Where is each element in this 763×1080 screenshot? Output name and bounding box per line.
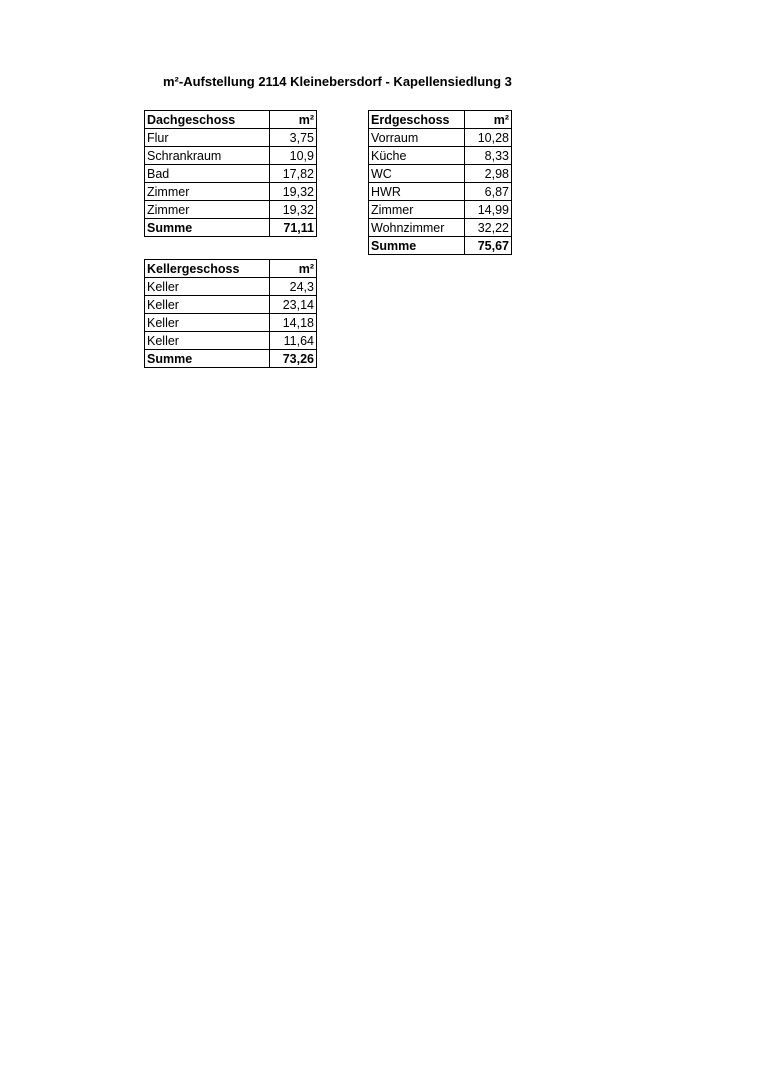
sum-value: 71,11 xyxy=(270,219,317,237)
sum-label: Summe xyxy=(145,219,270,237)
room-name: Keller xyxy=(145,278,270,296)
table-header-row xyxy=(369,111,512,129)
sum-value: 73,26 xyxy=(270,350,317,368)
room-area: 14,18 xyxy=(270,314,317,332)
header-floor-name: Erdgeschoss xyxy=(369,111,465,129)
header-unit: m² xyxy=(465,111,512,129)
room-name: Küche xyxy=(369,147,465,165)
room-name: Wohnzimmer xyxy=(369,219,465,237)
room-area: 10,28 xyxy=(465,129,512,147)
sum-row xyxy=(145,219,317,237)
room-area: 3,75 xyxy=(270,129,317,147)
table-row xyxy=(145,314,317,332)
table-header-row xyxy=(145,111,317,129)
dachgeschoss-table xyxy=(144,110,317,237)
room-name: Schrankraum xyxy=(145,147,270,165)
room-area: 11,64 xyxy=(270,332,317,350)
header-unit: m² xyxy=(270,111,317,129)
table-row xyxy=(145,332,317,350)
sum-row xyxy=(145,350,317,368)
table-row xyxy=(369,165,512,183)
room-name: Vorraum xyxy=(369,129,465,147)
room-name: Keller xyxy=(145,314,270,332)
room-name: Keller xyxy=(145,296,270,314)
header-floor-name: Kellergeschoss xyxy=(145,260,270,278)
sum-row xyxy=(369,237,512,255)
room-name: HWR xyxy=(369,183,465,201)
room-area: 23,14 xyxy=(270,296,317,314)
room-area: 8,33 xyxy=(465,147,512,165)
table-row xyxy=(145,147,317,165)
room-area: 14,99 xyxy=(465,201,512,219)
table-row xyxy=(369,147,512,165)
room-area: 32,22 xyxy=(465,219,512,237)
table-row xyxy=(145,183,317,201)
room-name: WC xyxy=(369,165,465,183)
sum-label: Summe xyxy=(145,350,270,368)
room-area: 6,87 xyxy=(465,183,512,201)
room-name: Keller xyxy=(145,332,270,350)
header-unit: m² xyxy=(270,260,317,278)
table-row xyxy=(145,201,317,219)
page-title: m²-Aufstellung 2114 Kleinebersdorf - Kapellensiedlung 3 xyxy=(163,74,512,89)
table-row xyxy=(145,165,317,183)
table-row xyxy=(369,219,512,237)
sum-label: Summe xyxy=(369,237,465,255)
table-row xyxy=(369,183,512,201)
room-name: Zimmer xyxy=(145,183,270,201)
room-name: Flur xyxy=(145,129,270,147)
room-name: Zimmer xyxy=(145,201,270,219)
kellergeschoss-table xyxy=(144,259,317,368)
sum-value: 75,67 xyxy=(465,237,512,255)
table-header-row xyxy=(145,260,317,278)
table-row xyxy=(145,278,317,296)
room-area: 19,32 xyxy=(270,183,317,201)
room-area: 10,9 xyxy=(270,147,317,165)
room-area: 19,32 xyxy=(270,201,317,219)
table-row xyxy=(369,129,512,147)
room-area: 24,3 xyxy=(270,278,317,296)
room-name: Bad xyxy=(145,165,270,183)
table-row xyxy=(145,129,317,147)
table-row xyxy=(369,201,512,219)
table-row xyxy=(145,296,317,314)
room-name: Zimmer xyxy=(369,201,465,219)
room-area: 2,98 xyxy=(465,165,512,183)
erdgeschoss-table xyxy=(368,110,512,255)
room-area: 17,82 xyxy=(270,165,317,183)
header-floor-name: Dachgeschoss xyxy=(145,111,270,129)
